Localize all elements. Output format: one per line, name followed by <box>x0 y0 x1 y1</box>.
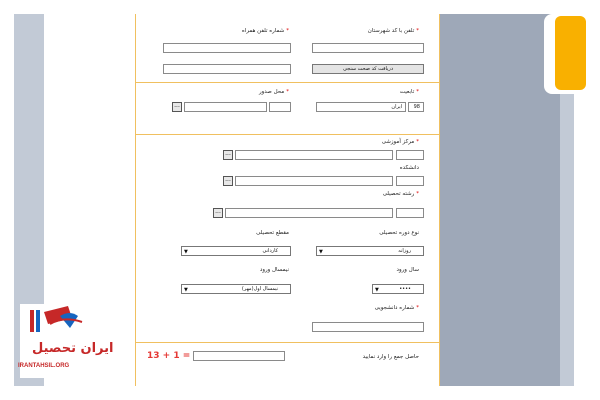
major-lookup-button[interactable]: ... <box>213 208 223 218</box>
course-type-select[interactable]: روزانه ▼ <box>316 246 424 256</box>
mobile-input[interactable] <box>163 43 291 53</box>
course-type-label: نوع دوره تحصیلی <box>379 230 419 236</box>
chevron-down-icon: ▼ <box>184 249 188 255</box>
degree-label: مقطع تحصیلی <box>256 230 289 236</box>
entry-semester-select[interactable]: نیمسال اول(مهر) ▼ <box>181 284 291 294</box>
mobile-label: *شماره تلفن همراه <box>241 28 289 34</box>
phone-city-code-label: *تلفن با کد شهرستان <box>367 28 419 34</box>
major-label: *رشته تحصیلی <box>382 191 419 197</box>
edu-center-label: *مرکز آموزشی <box>381 139 419 145</box>
issue-place-code-input[interactable] <box>269 102 291 112</box>
issue-place-lookup-button[interactable]: ... <box>172 102 182 112</box>
issue-place-label: *محل صدور <box>258 89 289 95</box>
section-divider <box>136 134 439 135</box>
entry-year-select[interactable]: •••• ▼ <box>372 284 424 294</box>
chevron-down-icon: ▼ <box>375 287 379 293</box>
entry-year-label: سال ورود <box>396 267 419 273</box>
faculty-lookup-button[interactable]: ... <box>223 176 233 186</box>
faculty-label: دانشکده <box>399 165 419 171</box>
edu-center-input[interactable] <box>235 150 393 160</box>
student-number-label: *شماره دانشجویی <box>374 305 419 311</box>
verify-code-input[interactable] <box>163 64 291 74</box>
student-number-input[interactable] <box>312 322 424 332</box>
nationality-code-input[interactable]: 98 <box>408 102 424 112</box>
faculty-code-input[interactable] <box>396 176 424 186</box>
corner-badge-accent <box>555 16 586 90</box>
section-divider <box>136 82 439 83</box>
major-input[interactable] <box>225 208 393 218</box>
degree-select[interactable]: کاردانی ▼ <box>181 246 291 256</box>
captcha-expression: 13 + 1 = <box>147 351 191 361</box>
phone-city-code-input[interactable] <box>312 43 424 53</box>
logo-domain: IRANTAHSIL.ORG <box>18 363 70 369</box>
captcha-label: حاصل جمع را وارد نمایید <box>362 354 419 360</box>
faculty-input[interactable] <box>235 176 393 186</box>
nationality-input[interactable]: ایران <box>316 102 406 112</box>
logo-name-text: ایران تحصیل <box>32 341 114 356</box>
issue-place-input[interactable] <box>184 102 267 112</box>
edu-center-code-input[interactable] <box>396 150 424 160</box>
entry-semester-label: نیمسال ورود <box>259 267 289 273</box>
captcha-input[interactable] <box>193 351 285 361</box>
chevron-down-icon: ▼ <box>184 287 188 293</box>
chevron-down-icon: ▼ <box>319 249 323 255</box>
major-code-input[interactable] <box>396 208 424 218</box>
registration-form <box>135 14 440 386</box>
edu-center-lookup-button[interactable]: ... <box>223 150 233 160</box>
nationality-label: *تابعیت <box>399 89 419 95</box>
section-divider <box>136 342 439 343</box>
verify-code-button[interactable]: دریافت کد صحت سنجی <box>312 64 424 74</box>
